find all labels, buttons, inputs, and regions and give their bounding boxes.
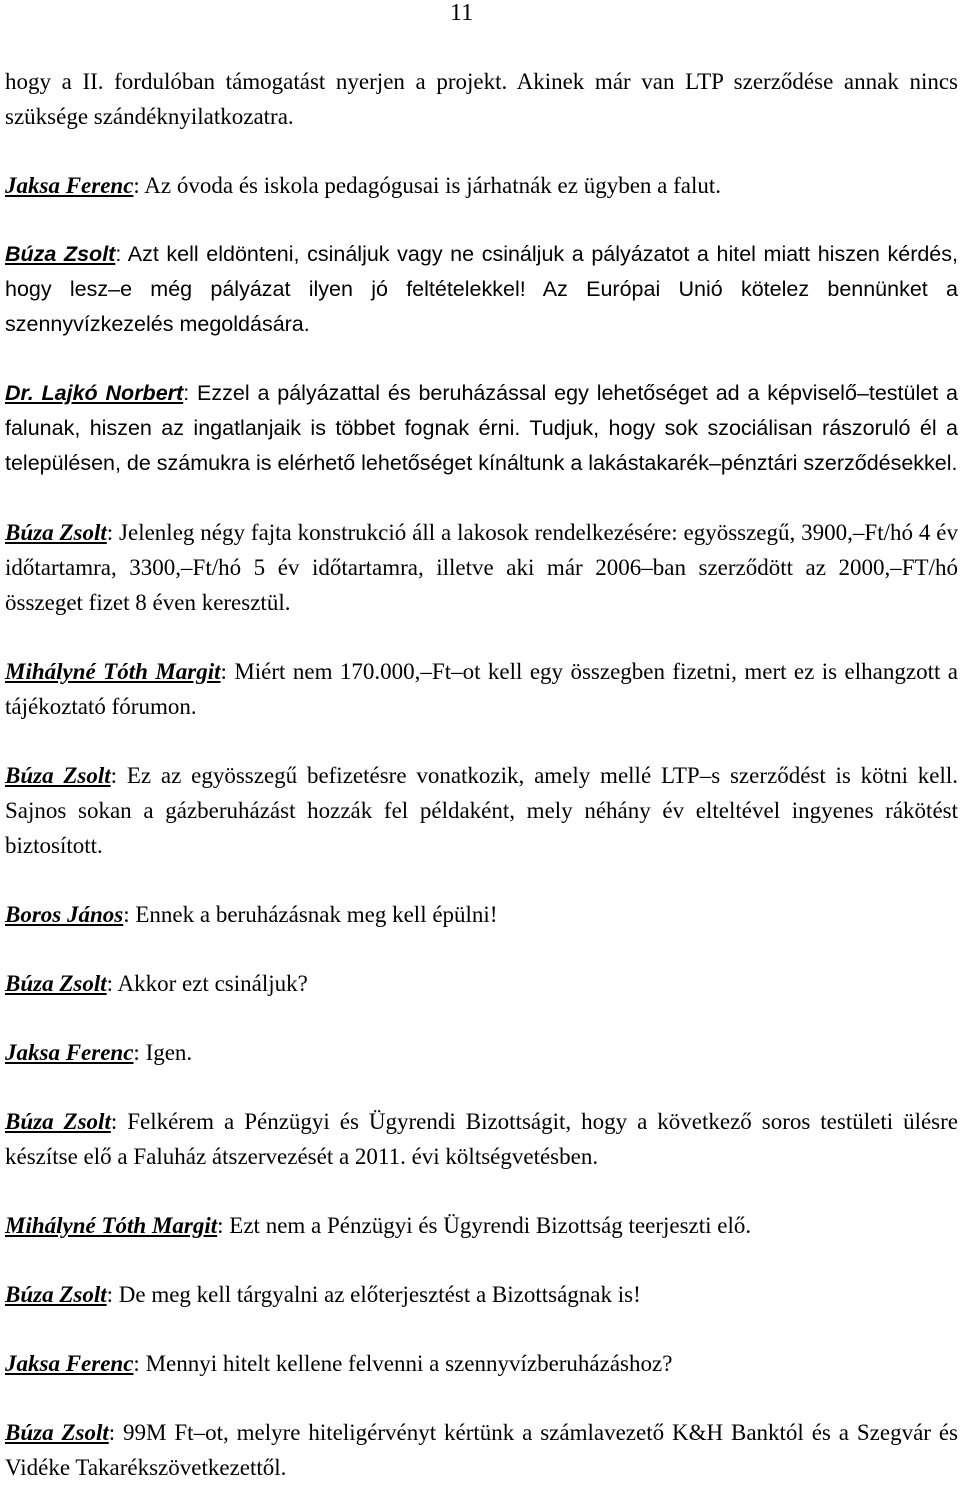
paragraph-7 xyxy=(5,758,958,863)
separator: : xyxy=(110,1109,118,1134)
paragraph-2 xyxy=(5,168,958,203)
separator: : xyxy=(133,1351,140,1376)
separator: : xyxy=(133,1040,140,1065)
paragraph-text: 99M Ft–ot, melyre hiteligérvényt kértünk a számlavezető K&H Banktól és a Szegvár és Vidéke Takarékszövetkezettől. xyxy=(5,1420,958,1480)
document-body xyxy=(5,64,958,1485)
paragraph-text: hogy a II. fordulóban támogatást nyerjen a projekt. Akinek már van LTP szerződése annak nincs szüksége szándéknyilatkozatra. xyxy=(5,69,958,129)
speaker-name: Búza Zsolt xyxy=(5,763,111,788)
separator: : xyxy=(115,242,122,266)
paragraph-1 xyxy=(5,64,958,134)
separator: : xyxy=(110,763,118,788)
paragraph-9 xyxy=(5,966,958,1001)
speaker-name: Búza Zsolt xyxy=(5,242,116,266)
speaker-name: Boros János xyxy=(5,902,124,927)
paragraph-11 xyxy=(5,1104,958,1174)
paragraph-3 xyxy=(5,237,958,342)
separator: : xyxy=(183,381,190,405)
speaker-name: Búza Zsolt xyxy=(5,971,107,996)
paragraph-text: Ennek a beruházásnak meg kell épülni! xyxy=(129,902,498,927)
paragraph-4 xyxy=(5,376,958,481)
paragraph-6 xyxy=(5,654,958,724)
paragraph-text: Igen. xyxy=(139,1040,193,1065)
separator: : xyxy=(108,1420,116,1445)
paragraph-8 xyxy=(5,897,958,932)
paragraph-13 xyxy=(5,1277,958,1312)
paragraph-text: Felkérem a Pénzügyi és Ügyrendi Bizottságit, hogy a következő soros testületi ülésre készítse elő a Faluház átszervezését a 2011. évi költségvetésben. xyxy=(5,1109,958,1169)
paragraph-text: Ezt nem a Pénzügyi és Ügyrendi Bizottság teerjeszti elő. xyxy=(223,1213,752,1238)
separator: : xyxy=(123,902,130,927)
paragraph-12 xyxy=(5,1208,958,1243)
separator: : xyxy=(106,971,114,996)
paragraph-text: Miért nem 170.000,–Ft–ot kell egy összegben fizetni, mert ez is elhangzott a tájékoztató fórumon. xyxy=(5,659,958,719)
speaker-name: Jaksa Ferenc xyxy=(5,1040,134,1065)
paragraph-text: Jelenleg négy fajta konstrukció áll a lakosok rendelkezésére: egyösszegű, 3900,–Ft/hó 4 év időtartamra, 3300,–Ft/hó 5 év időtartamra, illetve aki már 2006–ban szerződött az 2000,–FT/hó összeget fizet 8 éven keresztül. xyxy=(5,520,958,615)
speaker-name: Jaksa Ferenc xyxy=(5,173,134,198)
speaker-name: Mihályné Tóth Margit xyxy=(5,1213,218,1238)
paragraph-text: Ezzel a pályázattal és beruházással egy lehetőséget ad a képviselő–testület a falunak, hiszen az ingatlanjaik is többet fognak érni. Tudjuk, hogy sok szociálisan rászoruló él a településen, de számukra is elérhető lehetőséget kínáltunk a lakástakarék–pénztári szerződésekkel. xyxy=(5,381,958,475)
paragraph-10 xyxy=(5,1035,958,1070)
speaker-name: Búza Zsolt xyxy=(5,1109,111,1134)
paragraph-text: Akkor ezt csináljuk? xyxy=(113,971,308,996)
paragraph-14 xyxy=(5,1346,958,1381)
paragraph-5 xyxy=(5,515,958,620)
speaker-name: Búza Zsolt xyxy=(5,520,107,545)
page-number: 11 xyxy=(450,0,474,26)
paragraph-text: Az óvoda és iskola pedagógusai is járhatnák ez ügyben a falut. xyxy=(139,173,722,198)
paragraph-text: Ez az egyösszegű befizetésre vonatkozik, amely mellé LTP–s szerződést is kötni kell. Sajnos sokan a gázberuházást hozzák fel példaként, mely néhány év elteltével ingyenes rákötést biztosított. xyxy=(5,763,958,858)
paragraph-text: De meg kell tárgyalni az előterjesztést a Bizottságnak is! xyxy=(113,1282,641,1307)
paragraph-15 xyxy=(5,1415,958,1485)
separator: : xyxy=(106,520,114,545)
speaker-name: Búza Zsolt xyxy=(5,1282,107,1307)
separator: : xyxy=(220,659,227,684)
paragraph-text: Mennyi hitelt kellene felvenni a szennyvízberuházáshoz? xyxy=(139,1351,673,1376)
paragraph-text: Azt kell eldönteni, csináljuk vagy ne csináljuk a pályázatot a hitel miatt hiszen kérdés, hogy lesz–e még pályázat ilyen jó feltételekkel! Az Európai Unió kötelez bennünket a szennyvízkezelés megoldására. xyxy=(5,242,958,336)
speaker-name: Búza Zsolt xyxy=(5,1420,109,1445)
speaker-name: Jaksa Ferenc xyxy=(5,1351,134,1376)
separator: : xyxy=(106,1282,114,1307)
separator: : xyxy=(133,173,140,198)
speaker-name: Mihályné Tóth Margit xyxy=(5,659,221,684)
separator: : xyxy=(217,1213,224,1238)
speaker-name: Dr. Lajkó Norbert xyxy=(5,381,184,405)
